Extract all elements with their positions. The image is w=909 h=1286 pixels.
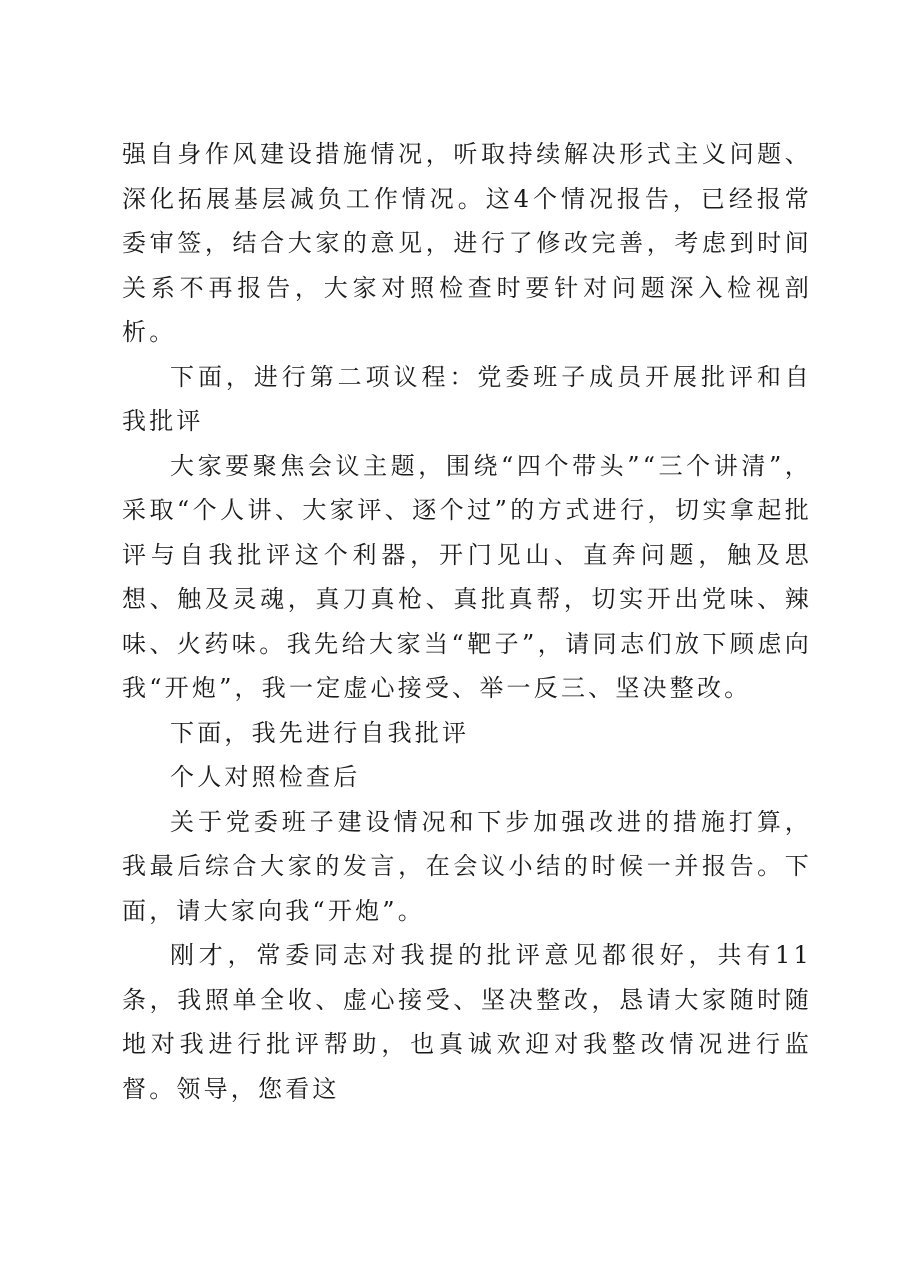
paragraph-6: 关于党委班子建设情况和下步加强改进的措施打算，我最后综合大家的发言，在会议小结的时候一并报告。下面，请大家向我“开炮”。 [122,807,812,925]
paragraph-1: 强自身作风建设措施情况，听取持续解决形式主义问题、深化拓展基层减负工作情况。这4个情况报告，已经报常委审签，结合大家的意见，进行了修改完善，考虑到时间关系不再报告，大家对照检查时要针对问题深入检视剖析。 [122,140,812,346]
paragraph-3: 大家要聚焦会议主题，围绕“四个带头”“三个讲清”，采取“个人讲、大家评、逐个过”的方式进行，切实拿起批评与自我批评这个利器，开门见山、直奔问题，触及思想、触及灵魂，真刀真枪、真批真帮，切实开出党味、辣味、火药味。我先给大家当“靶子”，请同志们放下顾虑向我“开炮”，我一定虚心接受、举一反三、坚决整改。 [122,451,812,702]
paragraph-7: 刚才，常委同志对我提的批评意见都很好，共有11条，我照单全收、虚心接受、坚决整改，恳请大家随时随地对我进行批评帮助，也真诚欢迎对我整改情况进行监督。领导，您看这 [122,941,812,1103]
paragraph-4: 下面，我先进行自我批评 [170,718,470,747]
paragraph-5: 个人对照检查后 [170,763,361,791]
paragraph-2: 下面，进行第二项议程：党委班子成员开展批评和自我批评 [122,362,812,435]
document-body [122,132,812,1111]
